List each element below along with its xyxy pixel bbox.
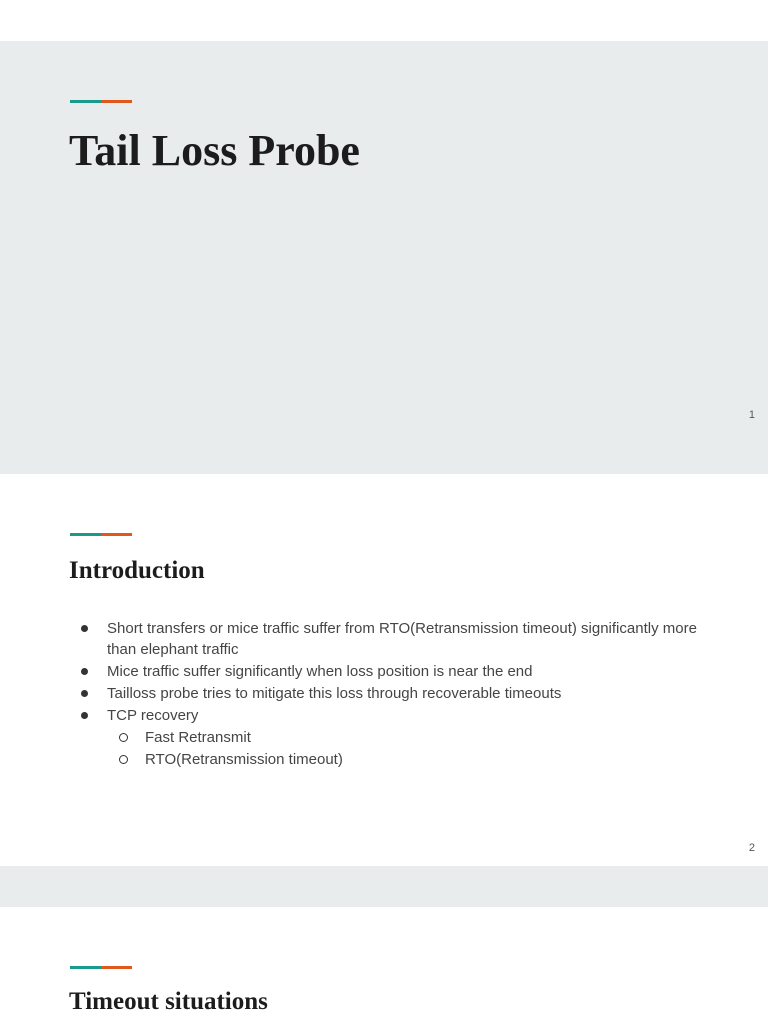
slide-title: Introduction xyxy=(69,557,205,584)
title-accent-bar xyxy=(70,100,132,103)
list-item xyxy=(0,618,768,660)
list-item-text: Short transfers or mice traffic suffer from RTO(Retransmission timeout) significantly more than elephant traffic xyxy=(107,620,697,658)
bullet-dot-icon xyxy=(81,625,88,632)
bullet-dot-icon xyxy=(81,690,88,697)
bullet-dot-icon xyxy=(81,668,88,675)
slide-page-number: 2 xyxy=(748,842,755,854)
list-item xyxy=(0,683,768,704)
list-item-text: Tailloss probe tries to mitigate this loss through recoverable timeouts xyxy=(107,685,562,702)
list-item xyxy=(0,661,768,682)
accent-orange-segment xyxy=(101,966,132,969)
list-item-text: TCP recovery xyxy=(107,707,199,724)
accent-teal-segment xyxy=(70,533,101,536)
slide-title: Timeout situations xyxy=(69,988,268,1015)
list-item xyxy=(0,705,768,726)
slide-3 xyxy=(0,907,768,1024)
sub-list-item-text: RTO(Retransmission timeout) xyxy=(145,751,343,768)
slide-separator xyxy=(0,866,768,907)
bullet-dot-icon xyxy=(81,712,88,719)
sub-list-item xyxy=(0,749,768,770)
sub-list-item-text: Fast Retransmit xyxy=(145,729,251,746)
accent-orange-segment xyxy=(101,533,132,536)
title-accent-bar xyxy=(70,533,132,536)
bullet-circle-icon xyxy=(119,755,128,764)
accent-teal-segment xyxy=(70,100,101,103)
bullet-circle-icon xyxy=(119,733,128,742)
slide-title: Tail Loss Probe xyxy=(69,126,360,175)
accent-teal-segment xyxy=(70,966,101,969)
bullet-list xyxy=(0,618,768,771)
title-accent-bar xyxy=(70,966,132,969)
slide-2 xyxy=(0,474,768,866)
sub-list-item xyxy=(0,727,768,748)
slide-page-number: 1 xyxy=(748,409,755,421)
viewer-top-margin xyxy=(0,0,768,41)
slide-1 xyxy=(0,41,768,474)
accent-orange-segment xyxy=(101,100,132,103)
list-item-text: Mice traffic suffer significantly when loss position is near the end xyxy=(107,663,533,680)
